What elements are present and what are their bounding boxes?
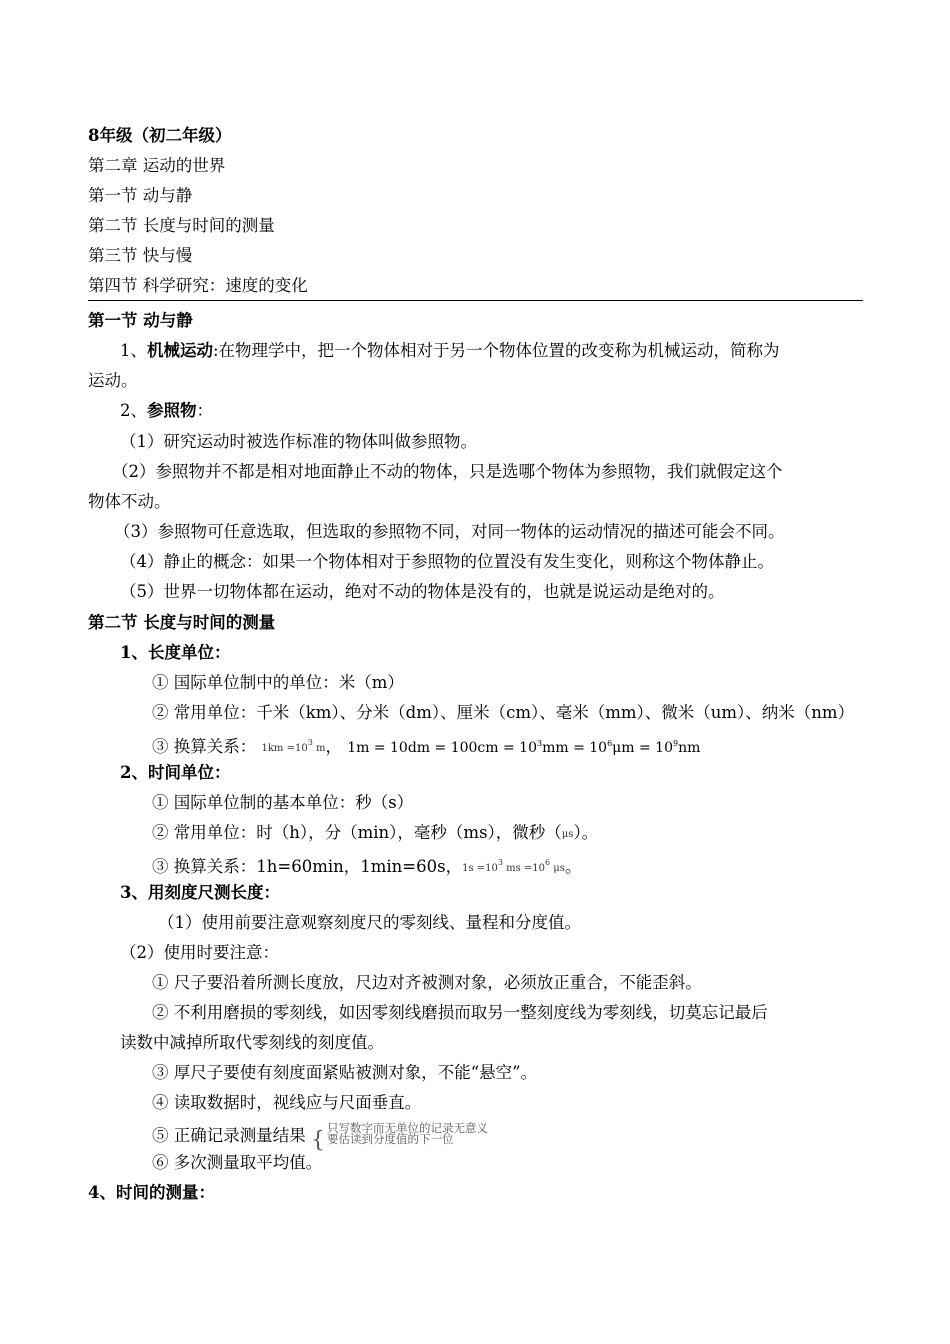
subsection-title: 3、用刻度尺测长度： xyxy=(120,883,280,902)
exponent: 3 xyxy=(307,738,313,747)
list-item: ① 尺子要沿着所测长度放，尺边对齐被测对象，必须放正重合，不能歪斜。 xyxy=(152,973,702,992)
formula-text: m xyxy=(312,743,326,754)
item-number: 1、 xyxy=(120,341,147,360)
list-item: （4）静止的概念：如果一个物体相对于参照物的位置没有发生变化，则称这个物体静止。 xyxy=(120,552,774,571)
list-item: （3）参照物可任意选取，但选取的参照物不同，对同一物体的运动情况的描述可能会不同。 xyxy=(114,522,785,541)
formula-text: ms =10 xyxy=(502,863,546,874)
term: 参照物 xyxy=(147,401,197,420)
chapter-title: 第二章 运动的世界 xyxy=(88,156,226,175)
term: 机械运动 xyxy=(147,341,213,360)
list-item-conversion xyxy=(152,853,581,879)
list-item-continuation: 读数中减掉所取代零刻线的刻度值。 xyxy=(120,1033,384,1052)
list-item: （2）使用时要注意： xyxy=(120,943,279,962)
brace-icon: { xyxy=(311,1128,325,1153)
formula-image xyxy=(261,738,326,754)
horizontal-divider xyxy=(88,300,863,301)
formula-image xyxy=(462,858,565,874)
list-item: ① 国际单位制中的单位：米（m） xyxy=(152,673,404,692)
list-item: （5）世界一切物体都在运动，绝对不动的物体是没有的，也就是说运动是绝对的。 xyxy=(120,582,725,601)
list-item: ② 常用单位：千米（km）、分米（dm）、厘米（cm）、毫米（mm）、微米（um）、纳米（nm） xyxy=(152,703,855,722)
formula-text: μm = 10 xyxy=(612,740,673,756)
list-item: （1）研究运动时被选作标准的物体叫做参照物。 xyxy=(120,432,477,451)
paragraph xyxy=(120,341,780,361)
list-item-continuation: 物体不动。 xyxy=(88,492,171,511)
item-label: ③ 换算关系： xyxy=(152,737,257,756)
toc-item: 第四节 科学研究：速度的变化 xyxy=(88,276,308,295)
formula-text: 1s =10 xyxy=(462,863,498,874)
item-text: ）。 xyxy=(573,823,599,842)
toc-item: 第二节 长度与时间的测量 xyxy=(88,216,275,235)
paragraph-text: :在物理学中，把一个物体相对于另一个物体位置的改变称为机械运动，简称为 xyxy=(213,341,780,360)
exponent: 6 xyxy=(545,858,551,867)
item-text: ③ 换算关系：1h=60min，1min=60s， xyxy=(152,857,463,876)
list-item: ② 不利用磨损的零刻线，如因零刻线磨损而取另一整刻度线为零刻线，切莫忘记最后 xyxy=(152,1003,768,1022)
colon: ： xyxy=(196,401,213,420)
brace-line: 要估读到分度值的下一位 xyxy=(327,1132,454,1146)
paragraph xyxy=(120,401,213,421)
list-item: （2）参照物并不都是相对地面静止不动的物体，只是选哪个物体为参照物，我们就假定这个 xyxy=(112,462,783,481)
section-title: 第一节 动与静 xyxy=(88,311,193,330)
item-text: 。 xyxy=(564,857,582,876)
list-item: ⑥ 多次测量取平均值。 xyxy=(152,1153,323,1172)
exponent: 6 xyxy=(607,739,613,748)
list-item: （1）使用前要注意观察刻度尺的零刻线、量程和分度值。 xyxy=(158,913,581,932)
toc-item: 第一节 动与静 xyxy=(88,186,193,205)
formula-text: 1km =10 xyxy=(261,743,308,754)
list-item: ① 国际单位制的基本单位：秒（s） xyxy=(152,793,414,812)
subsection-title: 1、长度单位： xyxy=(120,643,231,662)
formula-text: mm = 10 xyxy=(542,740,608,756)
separator: ， xyxy=(325,737,342,756)
formula xyxy=(347,740,700,756)
formula-image: μs xyxy=(561,829,574,840)
grade-heading: 8年级（初二年级） xyxy=(88,126,232,145)
formula-text: nm xyxy=(678,740,701,756)
list-item xyxy=(152,823,598,845)
brace-line: 只写数字而无单位的记录无意义 xyxy=(327,1121,488,1135)
exponent: 3 xyxy=(536,739,543,748)
list-item-conversion xyxy=(152,733,700,759)
paragraph-continuation: 运动。 xyxy=(88,371,138,390)
section-title: 第二节 长度与时间的测量 xyxy=(88,613,276,632)
list-item xyxy=(152,1121,488,1153)
toc-item: 第三节 快与慢 xyxy=(88,246,193,265)
exponent: 3 xyxy=(497,858,503,867)
formula-text: μs xyxy=(550,863,565,874)
exponent: 9 xyxy=(673,739,679,748)
item-text: ② 常用单位：时（h），分（min），毫秒（ms），微秒（ xyxy=(152,823,562,842)
list-item: ③ 厚尺子要使有刻度面紧贴被测对象，不能“悬空”。 xyxy=(152,1063,538,1082)
subsection-title: 2、时间单位： xyxy=(120,763,231,782)
item-text: ⑤ 正确记录测量结果 xyxy=(152,1126,306,1145)
subsection-title: 4、时间的测量： xyxy=(88,1183,215,1202)
list-item: ④ 读取数据时，视线应与尺面垂直。 xyxy=(152,1093,422,1112)
formula-text: 1m = 10dm = 100cm = 10 xyxy=(347,740,537,756)
item-number: 2、 xyxy=(120,401,147,420)
brace-note xyxy=(311,1121,488,1153)
brace-lines xyxy=(327,1123,488,1145)
